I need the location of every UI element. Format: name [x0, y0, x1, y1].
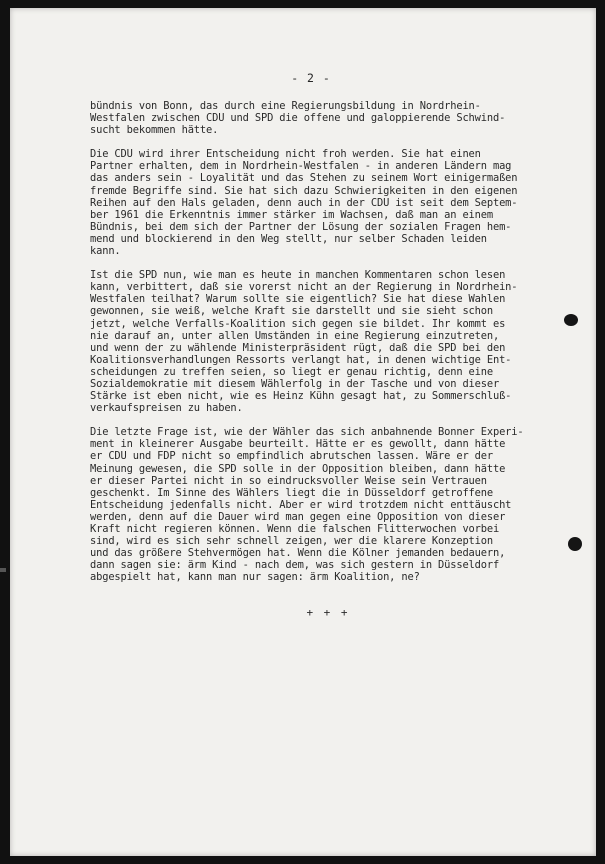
document-body [90, 100, 590, 595]
text-line: bündnis von Bonn, das durch eine Regierungsbildung in Nordrhein- [90, 100, 481, 112]
paragraph-2 [90, 148, 590, 257]
closing-marks: + + + [306, 606, 350, 619]
paragraph-4 [90, 426, 590, 583]
text-line: Die letzte Frage ist, wie der Wähler das sich anbahnende Bonner Experi- [90, 426, 524, 439]
text-line: sind, wird es sich sehr schnell zeigen, wer die klarere Konzeption [90, 535, 493, 548]
text-line: er dieser Partei nicht in so eindrucksvoller Weise sein Vertrauen [90, 474, 487, 487]
text-line: Ist die SPD nun, wie man es heute in manchen Kommentaren schon lesen [90, 269, 506, 282]
text-line: Stärke ist eben nicht, wie es Heinz Kühn gesagt hat, zu Sommerschluß- [90, 390, 512, 403]
text-line: Westfalen zwischen CDU und SPD die offene und galoppierende Schwind- [90, 112, 506, 125]
ink-blot [568, 537, 582, 551]
page-number: - 2 - [291, 71, 331, 85]
text-line: nie darauf an, unter allen Umständen in eine Regierung einzutreten, [90, 329, 500, 342]
text-line: kann. [90, 245, 121, 258]
text-line: verkaufspreisen zu haben. [90, 402, 243, 415]
text-line: gewonnen, sie weiß, welche Kraft sie darstellt und sie sieht schon [90, 305, 493, 318]
text-line: ment in kleinerer Ausgabe beurteilt. Hätte er es gewollt, dann hätte [90, 438, 506, 451]
text-line: mend und blockierend in den Weg stellt, nur selber Schaden leiden [90, 232, 487, 245]
text-line: jetzt, welche Verfalls-Koalition sich gegen sie bildet. Ihr kommt es [90, 317, 506, 330]
text-line: Die CDU wird ihrer Entscheidung nicht froh werden. Sie hat einen [90, 148, 481, 161]
text-line: Meinung gewesen, die SPD solle in der Opposition bleiben, dann hätte [90, 462, 506, 475]
text-line: Westfalen teilhat? Warum sollte sie eigentlich? Sie hat diese Wahlen [90, 293, 506, 306]
text-line: kann, verbittert, daß sie vorerst nicht an der Regierung in Nordrhein- [90, 281, 518, 294]
text-line: sucht bekommen hätte. [90, 124, 219, 137]
text-line: Entscheidung jedenfalls nicht. Aber er wird trotzdem nicht enttäuscht [90, 498, 512, 511]
text-line: Sozialdemokratie mit diesem Wählerfolg in der Tasche und von dieser [90, 377, 500, 390]
text-line: Reihen auf den Hals geladen, denn auch in der CDU ist seit dem Septem- [90, 196, 518, 209]
paragraph-3 [90, 269, 590, 414]
text-line: scheidungen zu treffen seien, so liegt er genau richtig, denn eine [90, 365, 493, 378]
text-line: Partner erhalten, dem in Nordrhein-Westfalen - in anderen Ländern mag [90, 160, 512, 173]
text-line: und das größere Stehvermögen hat. Wenn die Kölner jemanden bedauern, [90, 547, 506, 560]
text-line: er CDU und FDP nicht so empfindlich abrutschen lassen. Wäre er der [90, 450, 493, 463]
text-line: und wenn der zu wählende Ministerpräsident rügt, daß die SPD bei den [90, 341, 506, 354]
text-line: Koalitionsverhandlungen Ressorts verlangt hat, in denen wichtige Ent- [90, 353, 512, 366]
text-line: geschenkt. Im Sinne des Wählers liegt die in Düsseldorf getroffene [90, 486, 493, 499]
ink-blot [564, 314, 578, 326]
text-line: Bündnis, bei dem sich der Partner der Lösung der sozialen Fragen hem- [90, 220, 512, 233]
scan-margin-mark [0, 568, 6, 572]
document-page [10, 8, 596, 856]
text-line: Kraft nicht regieren können. Wenn die falschen Flitterwochen vorbei [90, 523, 500, 535]
text-line: werden, denn auf die Dauer wird man gegen eine Opposition von dieser [90, 510, 506, 523]
paragraph-1 [90, 100, 590, 136]
text-line: das anders sein - Loyalität und das Stehen zu seinem Wort einigermaßen [90, 172, 518, 185]
text-line: abgespielt hat, kann man nur sagen: ärm Koalition, ne? [90, 571, 420, 584]
text-line: fremde Begriffe sind. Sie hat sich dazu Schwierigkeiten in den eigenen [90, 184, 518, 197]
text-line: ber 1961 die Erkenntnis immer stärker im Wachsen, daß man an einem [90, 208, 493, 221]
text-line: dann sagen sie: ärm Kind - nach dem, was sich gestern in Düsseldorf [90, 559, 500, 572]
